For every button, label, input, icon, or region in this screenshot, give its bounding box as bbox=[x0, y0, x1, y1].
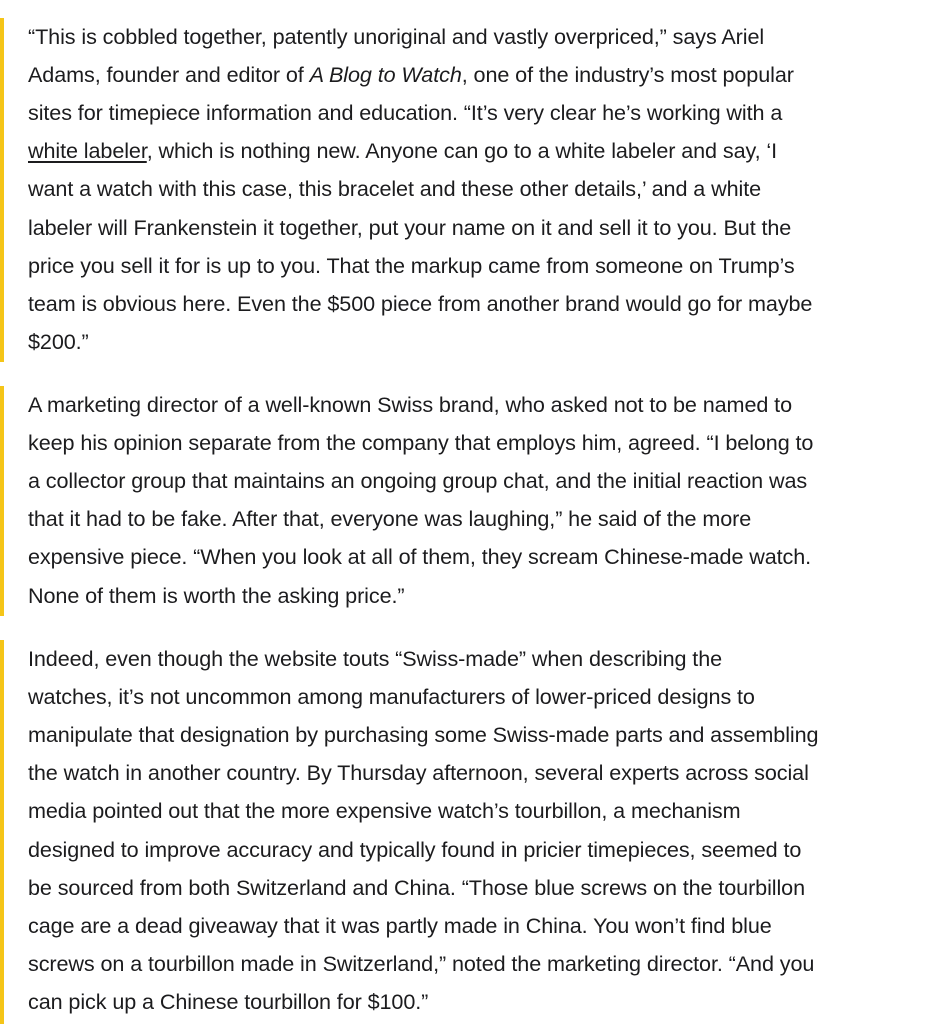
blockquote-paragraph-2 bbox=[0, 386, 940, 616]
paragraph-line bbox=[28, 500, 751, 538]
paragraph-line bbox=[28, 792, 741, 830]
paragraph-line bbox=[28, 983, 428, 1021]
text-run: None of them is worth the asking price.” bbox=[28, 582, 405, 608]
paragraph-line bbox=[28, 462, 807, 500]
paragraph-line bbox=[28, 132, 777, 170]
text-run: media pointed out that the more expensive watch’s tourbillon, a mechanism bbox=[28, 798, 741, 824]
text-run: that it had to be fake. After that, everyone was laughing,” he said of the more bbox=[28, 506, 752, 532]
paragraph-line bbox=[28, 869, 805, 907]
paragraph-line bbox=[28, 209, 791, 247]
paragraph-line bbox=[28, 94, 782, 132]
text-run: watches, it’s not uncommon among manufacturers of lower-priced designs to bbox=[28, 684, 755, 710]
text-run: a collector group that maintains an ongoing group chat, and the initial reaction was bbox=[28, 468, 808, 494]
text-run: Adams, founder and editor of bbox=[28, 62, 310, 88]
text-run: “This is cobbled together, patently unoriginal and vastly overpriced,” says Ariel bbox=[28, 24, 765, 49]
paragraph-line bbox=[28, 577, 404, 615]
paragraph-line bbox=[28, 386, 792, 424]
paragraph-line bbox=[28, 247, 795, 285]
text-run: team is obvious here. Even the $500 piece from another brand would go for maybe bbox=[28, 290, 813, 316]
text-run: cage are a dead giveaway that it was partly made in China. You won’t find blue bbox=[28, 912, 772, 938]
text-run: the watch in another country. By Thursday afternoon, several experts across social bbox=[28, 760, 809, 786]
paragraph-line bbox=[28, 716, 818, 754]
text-run: , one of the industry’s most popular bbox=[461, 62, 794, 88]
text-run: designed to improve accuracy and typically found in pricier timepieces, seemed to bbox=[28, 836, 802, 862]
paragraph-line bbox=[28, 18, 764, 56]
text-run: want a watch with this case, this bracelet and these other details,’ and a white bbox=[28, 176, 761, 202]
paragraph-line bbox=[28, 831, 801, 869]
quote-accent-bar bbox=[0, 640, 4, 1024]
text-run: Indeed, even though the website touts “Swiss-made” when describing the bbox=[28, 646, 723, 671]
text-run: keep his opinion separate from the company that employs him, agreed. “I belong to bbox=[28, 430, 814, 456]
text-run: sites for timepiece information and education. “It’s very clear he’s working with a bbox=[28, 100, 783, 126]
text-run: manipulate that designation by purchasing some Swiss-made parts and assembling bbox=[28, 722, 819, 748]
paragraph-line bbox=[28, 323, 89, 361]
text-run: $200.” bbox=[28, 328, 89, 354]
text-run: can pick up a Chinese tourbillon for $100.” bbox=[28, 988, 429, 1014]
text-run: expensive piece. “When you look at all of them, they scream Chinese-made watch. bbox=[28, 544, 812, 570]
paragraph-line bbox=[28, 754, 809, 792]
blockquote-paragraph-1 bbox=[0, 18, 940, 362]
text-run: be sourced from both Switzerland and China. “Those blue screws on the tourbillon bbox=[28, 874, 805, 900]
quote-accent-bar bbox=[0, 386, 4, 616]
paragraph-line bbox=[28, 907, 772, 945]
paragraph-line bbox=[28, 640, 722, 678]
text-run: A marketing director of a well-known Swiss brand, who asked not to be named to bbox=[28, 392, 792, 417]
paragraph-line bbox=[28, 170, 761, 208]
paragraph-line bbox=[28, 56, 794, 94]
paragraph-line bbox=[28, 285, 812, 323]
text-run: , which is nothing new. Anyone can go to a white labeler and say, ‘I bbox=[146, 138, 777, 164]
text-run: screws on a tourbillon made in Switzerland,” noted the marketing director. “And you bbox=[28, 950, 815, 976]
white-labeler-link[interactable]: white labeler bbox=[28, 138, 147, 164]
quote-accent-bar bbox=[0, 18, 4, 362]
paragraph-line bbox=[28, 945, 814, 983]
blockquote-paragraph-3 bbox=[0, 640, 940, 1024]
paragraph-line bbox=[28, 424, 813, 462]
paragraph-line bbox=[28, 538, 811, 576]
publication-title: A Blog to Watch bbox=[309, 62, 462, 88]
text-run: price you sell it for is up to you. That the markup came from someone on Trump’s bbox=[28, 252, 795, 278]
text-run: labeler will Frankenstein it together, put your name on it and sell it to you. But the bbox=[28, 214, 792, 240]
paragraph-line bbox=[28, 678, 755, 716]
